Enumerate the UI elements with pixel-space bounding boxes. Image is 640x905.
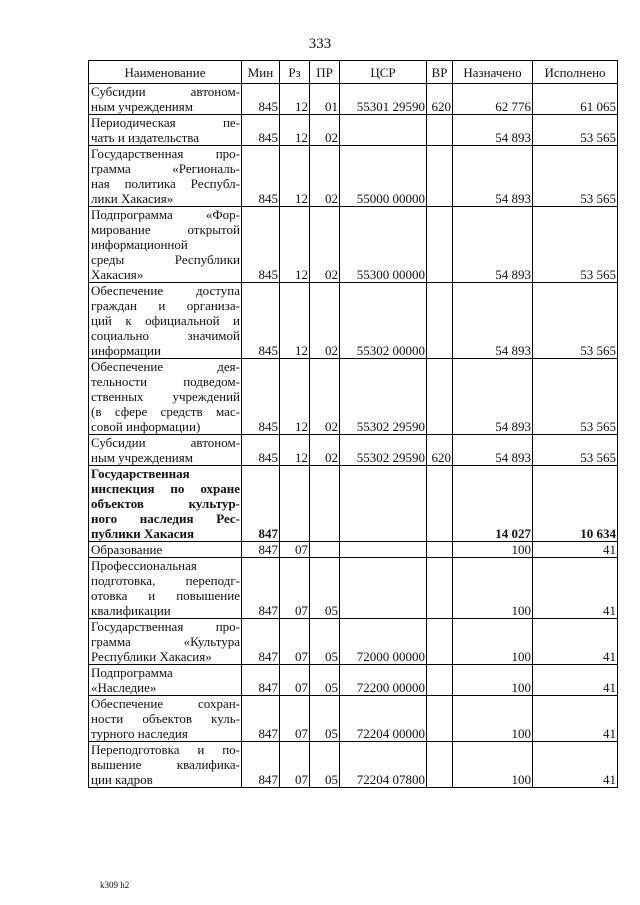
cell-subsection: 05 (310, 558, 340, 619)
cell-assigned: 54 893 (453, 115, 533, 146)
name-line: информации (91, 343, 161, 358)
table-row (89, 742, 618, 788)
table-row (89, 115, 618, 146)
cell-expense-type (427, 665, 453, 696)
cell-target-article: 72000 00000 (340, 619, 427, 665)
name-line: чать и издательства (91, 130, 199, 145)
cell-target-article: 55301 29590 (340, 84, 427, 115)
table-row (89, 84, 618, 115)
name-line: ности объектов куль- (91, 711, 240, 726)
cell-executed: 41 (533, 665, 618, 696)
cell-executed: 53 565 (533, 283, 618, 359)
cell-assigned: 100 (453, 619, 533, 665)
name-line: ций к официальной и (91, 313, 240, 328)
name-line: среды Республики (91, 252, 240, 267)
cell-subsection: 01 (310, 84, 340, 115)
name-line: Обеспечение дея- (91, 359, 240, 374)
name-line: (в сфере средств мас- (91, 404, 240, 419)
header-row (89, 61, 618, 84)
cell-subsection: 02 (310, 207, 340, 283)
cell-expense-type (427, 283, 453, 359)
cell-ministry: 847 (242, 619, 280, 665)
cell-expense-type (427, 146, 453, 207)
cell-assigned: 54 893 (453, 207, 533, 283)
cell-executed: 41 (533, 742, 618, 788)
cell-ministry: 847 (242, 742, 280, 788)
cell-section: 07 (280, 742, 310, 788)
cell-ministry: 845 (242, 435, 280, 466)
cell-subsection: 02 (310, 359, 340, 435)
cell-target-article (340, 558, 427, 619)
name-line: мирование открытой (91, 222, 240, 237)
header-name: Наименование (89, 61, 242, 84)
cell-expense-type (427, 619, 453, 665)
name-line: Профессиональная (91, 558, 197, 573)
cell-expense-type (427, 696, 453, 742)
cell-subsection (310, 542, 340, 558)
cell-expense-type (427, 542, 453, 558)
name-line: ная политика Республ- (91, 176, 240, 191)
cell-expense-type (427, 115, 453, 146)
cell-executed: 41 (533, 696, 618, 742)
cell-executed: 41 (533, 619, 618, 665)
cell-ministry: 845 (242, 146, 280, 207)
cell-expense-type (427, 742, 453, 788)
cell-subsection: 05 (310, 742, 340, 788)
header-vr: ВР (427, 61, 453, 84)
name-line: Государственная (91, 466, 190, 481)
cell-executed: 53 565 (533, 207, 618, 283)
name-line: квалификации (91, 603, 171, 618)
table-row (89, 207, 618, 283)
name-line: вышение квалифика- (91, 757, 240, 772)
cell-executed: 53 565 (533, 359, 618, 435)
cell-target-article: 55300 00000 (340, 207, 427, 283)
name-line: граждан и организа- (91, 298, 240, 313)
cell-executed: 53 565 (533, 435, 618, 466)
cell-subsection: 05 (310, 665, 340, 696)
name-line: Периодическая пе- (91, 115, 240, 130)
cell-section: 12 (280, 435, 310, 466)
cell-name (89, 619, 242, 665)
cell-ministry: 845 (242, 283, 280, 359)
name-line: ным учреждениям (91, 450, 193, 465)
name-line: отовка и повышение (91, 588, 240, 603)
header-executed: Исполнено (533, 61, 618, 84)
cell-section: 07 (280, 558, 310, 619)
cell-name (89, 84, 242, 115)
header-assigned: Назначено (453, 61, 533, 84)
name-line: Хакасия» (91, 267, 144, 282)
cell-section (280, 466, 310, 542)
name-line: лики Хакасия» (91, 191, 174, 206)
name-line: ции кадров (91, 772, 153, 787)
cell-section: 07 (280, 542, 310, 558)
cell-name (89, 359, 242, 435)
cell-assigned: 54 893 (453, 359, 533, 435)
cell-subsection: 05 (310, 696, 340, 742)
name-line: информационной (91, 237, 188, 252)
table-row (89, 619, 618, 665)
cell-assigned: 100 (453, 558, 533, 619)
name-line: грамма «Культура (91, 634, 240, 649)
name-line: Образование (91, 542, 163, 557)
cell-name (89, 558, 242, 619)
header-csr: ЦСР (340, 61, 427, 84)
cell-name (89, 146, 242, 207)
cell-expense-type (427, 466, 453, 542)
cell-target-article: 72204 07800 (340, 742, 427, 788)
cell-ministry: 845 (242, 115, 280, 146)
table-body (89, 84, 618, 788)
table-row (89, 283, 618, 359)
cell-target-article (340, 115, 427, 146)
cell-subsection: 02 (310, 146, 340, 207)
cell-executed: 53 565 (533, 115, 618, 146)
table-row (89, 359, 618, 435)
cell-section: 07 (280, 619, 310, 665)
cell-subsection: 05 (310, 619, 340, 665)
table-row (89, 466, 618, 542)
cell-executed: 61 065 (533, 84, 618, 115)
name-line: ным учреждениям (91, 99, 193, 114)
cell-ministry: 845 (242, 359, 280, 435)
table-row (89, 665, 618, 696)
cell-expense-type (427, 558, 453, 619)
table-row (89, 558, 618, 619)
name-line: Подпрограмма «Фор- (91, 207, 240, 222)
name-line: Обеспечение сохран- (91, 696, 240, 711)
header-min: Мин (242, 61, 280, 84)
name-line: публики Хакасия (91, 526, 194, 541)
cell-ministry: 847 (242, 665, 280, 696)
name-line: Субсидии автоном- (91, 84, 240, 99)
name-line: подготовка, переподг- (91, 573, 240, 588)
name-line: объектов культур- (91, 496, 240, 511)
cell-assigned: 62 776 (453, 84, 533, 115)
cell-assigned: 54 893 (453, 283, 533, 359)
cell-assigned: 100 (453, 742, 533, 788)
cell-assigned: 54 893 (453, 146, 533, 207)
header-pr: ПР (310, 61, 340, 84)
name-line: Подпрограмма (91, 665, 173, 680)
cell-target-article (340, 542, 427, 558)
name-line: Переподготовка и по- (91, 742, 240, 757)
name-line: тельности подведом- (91, 374, 240, 389)
cell-name (89, 665, 242, 696)
cell-target-article: 55302 00000 (340, 283, 427, 359)
cell-ministry: 845 (242, 84, 280, 115)
cell-expense-type (427, 207, 453, 283)
name-line: ственных учреждений (91, 389, 240, 404)
cell-target-article: 72204 00000 (340, 696, 427, 742)
cell-executed: 41 (533, 558, 618, 619)
name-line: турного наследия (91, 726, 188, 741)
table-row (89, 146, 618, 207)
name-line: инспекция по охране (91, 481, 240, 496)
cell-ministry: 847 (242, 558, 280, 619)
cell-ministry: 847 (242, 542, 280, 558)
cell-section: 12 (280, 207, 310, 283)
cell-name (89, 542, 242, 558)
cell-name (89, 435, 242, 466)
header-rz: Рз (280, 61, 310, 84)
cell-subsection: 02 (310, 283, 340, 359)
footer-code: k309 h2 (100, 880, 130, 890)
cell-section: 12 (280, 283, 310, 359)
cell-ministry: 847 (242, 466, 280, 542)
cell-section: 07 (280, 665, 310, 696)
name-line: грамма «Региональ- (91, 161, 240, 176)
cell-executed: 41 (533, 542, 618, 558)
budget-table (88, 60, 618, 788)
cell-name (89, 696, 242, 742)
cell-target-article: 72200 00000 (340, 665, 427, 696)
cell-section: 12 (280, 115, 310, 146)
cell-target-article: 55302 29590 (340, 435, 427, 466)
cell-subsection (310, 466, 340, 542)
cell-executed: 53 565 (533, 146, 618, 207)
cell-name (89, 283, 242, 359)
cell-target-article: 55302 29590 (340, 359, 427, 435)
cell-assigned: 100 (453, 696, 533, 742)
page-number: 333 (308, 36, 332, 52)
cell-section: 07 (280, 696, 310, 742)
table-row (89, 435, 618, 466)
cell-target-article: 55000 00000 (340, 146, 427, 207)
cell-assigned: 14 027 (453, 466, 533, 542)
name-line: Обеспечение доступа (91, 283, 240, 298)
name-line: Государственная про- (91, 619, 240, 634)
cell-section: 12 (280, 146, 310, 207)
name-line: Субсидии автоном- (91, 435, 240, 450)
cell-name (89, 115, 242, 146)
cell-section: 12 (280, 84, 310, 115)
cell-subsection: 02 (310, 435, 340, 466)
cell-expense-type: 620 (427, 84, 453, 115)
table-row (89, 696, 618, 742)
name-line: Республики Хакасия» (91, 649, 212, 664)
cell-name (89, 742, 242, 788)
cell-assigned: 54 893 (453, 435, 533, 466)
table-row (89, 542, 618, 558)
cell-assigned: 100 (453, 665, 533, 696)
name-line: совой информации) (91, 419, 201, 434)
name-line: социально значимой (91, 328, 240, 343)
name-line: Государственная про- (91, 146, 240, 161)
cell-ministry: 845 (242, 207, 280, 283)
cell-executed: 10 634 (533, 466, 618, 542)
name-line: «Наследие» (91, 680, 157, 695)
cell-name (89, 207, 242, 283)
name-line: ного наследия Рес- (91, 511, 240, 526)
cell-ministry: 847 (242, 696, 280, 742)
cell-expense-type: 620 (427, 435, 453, 466)
cell-subsection: 02 (310, 115, 340, 146)
cell-target-article (340, 466, 427, 542)
cell-name (89, 466, 242, 542)
cell-section: 12 (280, 359, 310, 435)
cell-expense-type (427, 359, 453, 435)
cell-assigned: 100 (453, 542, 533, 558)
